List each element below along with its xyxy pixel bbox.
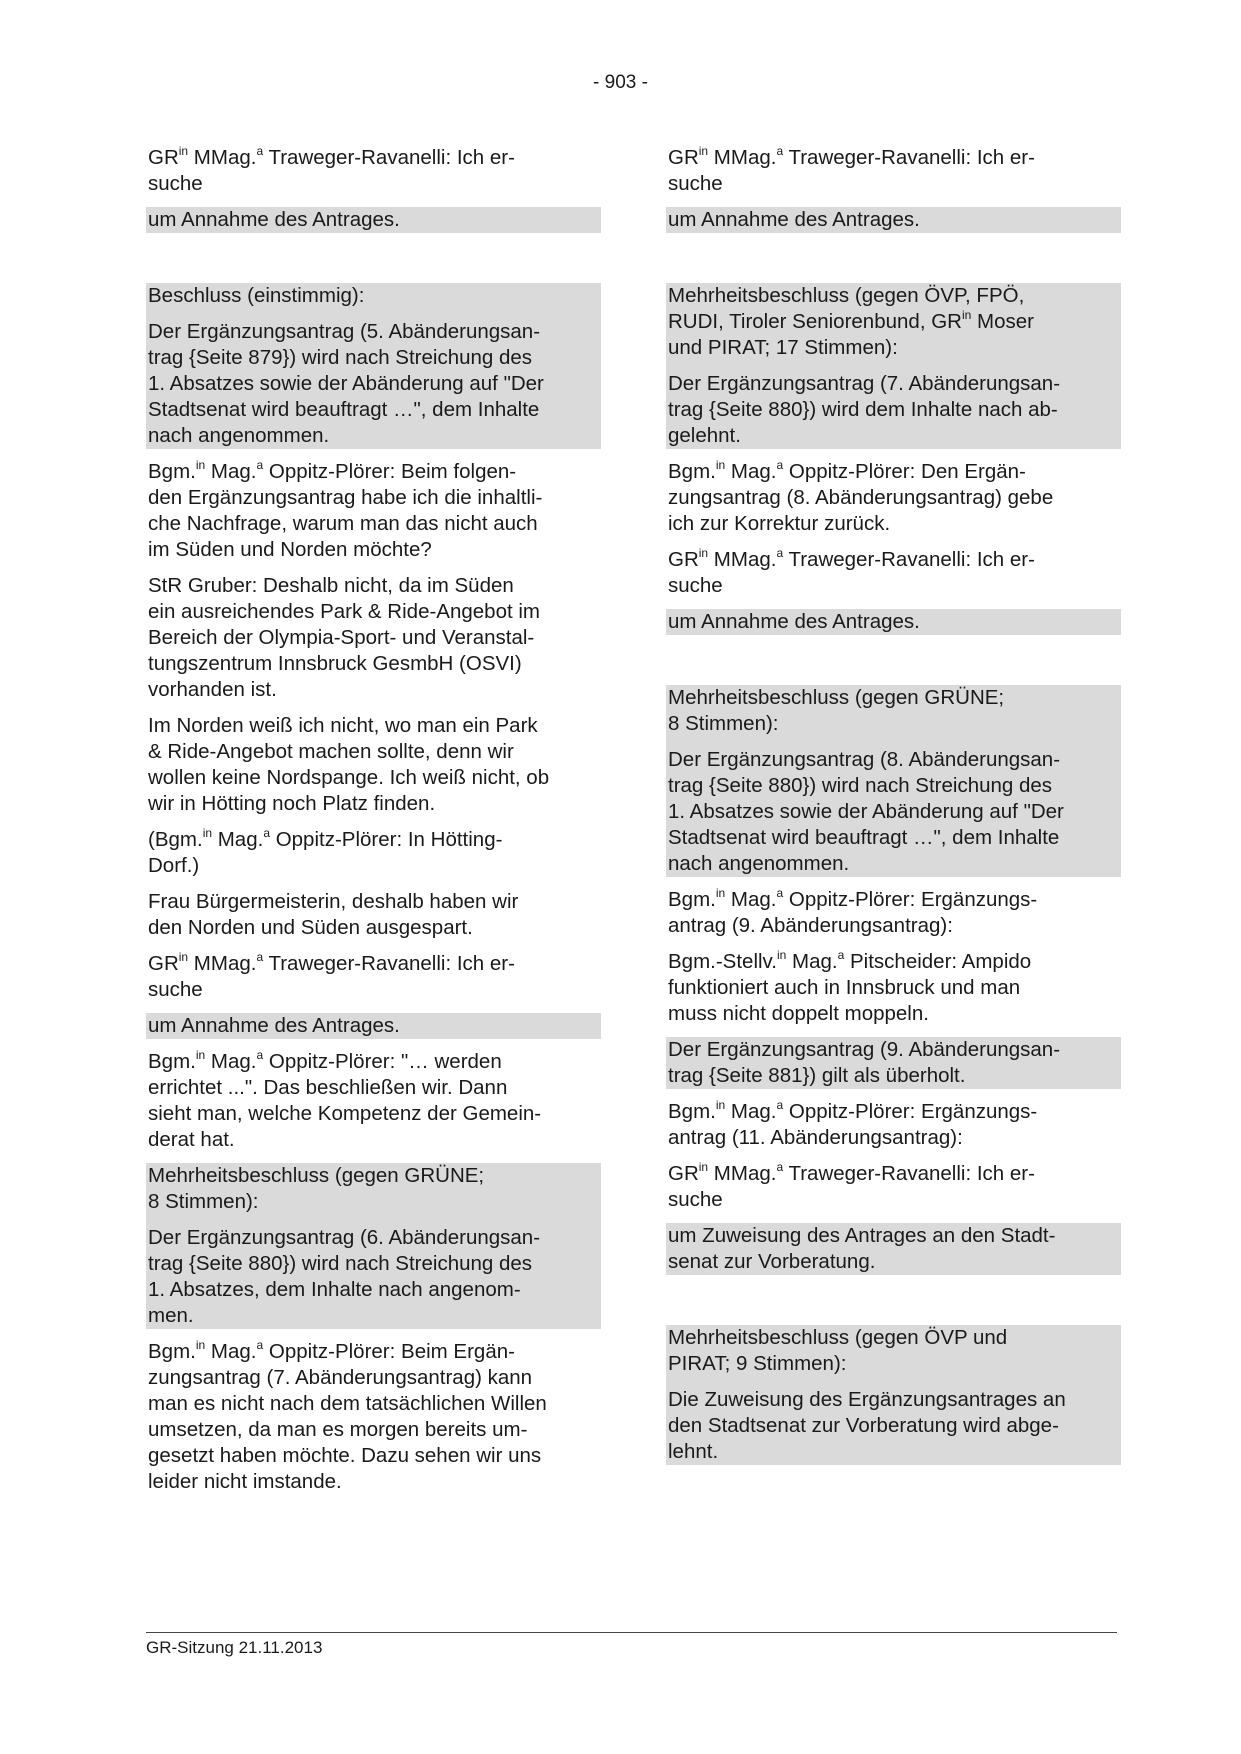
resolution-paragraph: Der Ergänzungsantrag (5. Abänderungsan- trag {Seite 879}) wird nach Streichung des 1. Absatzes sowie der Abänderung auf "Der Stadtsenat wird beauftragt …", dem Inhalte nach angenommen. bbox=[146, 319, 601, 449]
resolution-paragraph: Mehrheitsbeschluss (gegen GRÜNE; 8 Stimmen): bbox=[666, 685, 1121, 747]
speech-paragraph: $GR^{in}$ MMag.$^a$ Traweger-Ravanelli: Ich er- suche bbox=[148, 144, 515, 195]
resolution-paragraph: Die Zuweisung des Ergänzungsantrages an den Stadtsenat zur Vorberatung wird abge- lehnt. bbox=[666, 1387, 1121, 1465]
resolution-paragraph: Der Ergänzungsantrag (7. Abänderungsan- trag {Seite 880}) wird dem Inhalte nach ab- gelehnt. bbox=[666, 371, 1121, 449]
speech-paragraph: $GR^{in}$ MMag.$^a$ Traweger-Ravanelli: Ich er- suche bbox=[668, 1160, 1035, 1211]
resolution-paragraph: Mehrheitsbeschluss (gegen ÖVP und PIRAT; 9 Stimmen): bbox=[666, 1325, 1121, 1387]
resolution-paragraph: Der Ergänzungsantrag (6. Abänderungsan- trag {Seite 880}) wird nach Streichung des 1. Absatzes, dem Inhalte nach angenom- men. bbox=[146, 1225, 601, 1329]
resolution-paragraph: Mehrheitsbeschluss (gegen ÖVP, FPÖ, RUDI, Tiroler Seniorenbund, $GR^{in}$ Moser und PIRAT; 17 Stimmen): bbox=[666, 283, 1121, 371]
resolution-paragraph: um Annahme des Antrages. bbox=[666, 609, 1121, 635]
right-column bbox=[666, 145, 1121, 1475]
resolution-paragraph: Der Ergänzungsantrag (8. Abänderungsan- trag {Seite 880}) wird nach Streichung des 1. Absatzes sowie der Abänderung auf "Der Stadtsenat wird beauftragt …", dem Inhalte nach angenommen. bbox=[666, 747, 1121, 877]
resolution-paragraph: um Annahme des Antrages. bbox=[146, 1013, 601, 1039]
left-column bbox=[146, 145, 601, 1505]
speech-paragraph: Bgm.$^{in}$ Mag.$^a$ Oppitz-Plörer: Beim Ergän- zungsantrag (7. Abänderungsantrag) kann man es nicht nach dem tatsächlichen Willen umsetzen, da man es morgen bereits um- gesetzt haben möchte. Dazu sehen wir uns leider nicht imstande. bbox=[148, 1338, 547, 1493]
speech-paragraph: $GR^{in}$ MMag.$^a$ Traweger-Ravanelli: Ich er- suche bbox=[668, 144, 1035, 195]
resolution-paragraph: um Zuweisung des Antrages an den Stadt- senat zur Vorberatung. bbox=[666, 1223, 1121, 1275]
speech-paragraph: Bgm.$^{in}$ Mag.$^a$ Oppitz-Plörer: Ergänzungs- antrag (11. Abänderungsantrag): bbox=[668, 1098, 1038, 1149]
paragraph-gap bbox=[666, 243, 1121, 283]
page-number: - 903 - bbox=[593, 72, 648, 93]
speech-paragraph: $GR^{in}$ MMag.$^a$ Traweger-Ravanelli: Ich er- suche bbox=[148, 950, 515, 1001]
speech-paragraph: (Bgm.$^{in}$ Mag.$^a$ Oppitz-Plörer: In Hötting- Dorf.) bbox=[148, 826, 503, 877]
speech-paragraph: Bgm.$^{in}$ Mag.$^a$ Oppitz-Plörer: Den Ergän- zungsantrag (8. Abänderungsantrag) gebe ich zur Korrektur zurück. bbox=[668, 458, 1054, 535]
speech-paragraph: Bgm.$^{in}$ Mag.$^a$ Oppitz-Plörer: Ergänzungs- antrag (9. Abänderungsantrag): bbox=[668, 886, 1038, 937]
resolution-paragraph: Beschluss (einstimmig): bbox=[146, 283, 601, 319]
footer-text: GR-Sitzung 21.11.2013 bbox=[146, 1638, 323, 1657]
speech-paragraph: Frau Bürgermeisterin, deshalb haben wir den Norden und Süden ausgespart. bbox=[148, 890, 519, 939]
speech-paragraph: StR Gruber: Deshalb nicht, da im Süden ein ausreichendes Park & Ride-Angebot im Bereich der Olympia-Sport- und Veranstal- tungszentrum Innsbruck GesmbH (OSVI) vorhanden ist. bbox=[148, 574, 540, 701]
speech-paragraph: Bgm.-Stellv.$^{in}$ Mag.$^a$ Pitscheider: Ampido funktioniert auch in Innsbruck und man muss nicht doppelt moppeln. bbox=[668, 948, 1032, 1025]
resolution-paragraph: um Annahme des Antrages. bbox=[666, 207, 1121, 233]
paragraph-gap bbox=[666, 645, 1121, 685]
resolution-paragraph: um Annahme des Antrages. bbox=[146, 207, 601, 233]
speech-paragraph: Bgm.$^{in}$ Mag.$^a$ Oppitz-Plörer: Beim folgen- den Ergänzungsantrag habe ich die inhaltli- che Nachfrage, warum man das nicht auch im Süden und Norden möchte? bbox=[148, 458, 543, 561]
paragraph-gap bbox=[146, 243, 601, 283]
resolution-paragraph: Mehrheitsbeschluss (gegen GRÜNE; 8 Stimmen): bbox=[146, 1163, 601, 1225]
footer-divider bbox=[146, 1632, 1117, 1633]
speech-paragraph: Bgm.$^{in}$ Mag.$^a$ Oppitz-Plörer: "… werden errichtet ...". Das beschließen wir. Dann sieht man, welche Kompetenz der Gemein- derat hat. bbox=[148, 1048, 542, 1151]
speech-paragraph: Im Norden weiß ich nicht, wo man ein Park & Ride-Angebot machen sollte, denn wir wollen keine Nordspange. Ich weiß nicht, ob wir in Hötting noch Platz finden. bbox=[148, 714, 550, 815]
paragraph-gap bbox=[666, 1285, 1121, 1325]
speech-paragraph: $GR^{in}$ MMag.$^a$ Traweger-Ravanelli: Ich er- suche bbox=[668, 546, 1035, 597]
resolution-paragraph: Der Ergänzungsantrag (9. Abänderungsan- trag {Seite 881}) gilt als überholt. bbox=[666, 1037, 1121, 1089]
